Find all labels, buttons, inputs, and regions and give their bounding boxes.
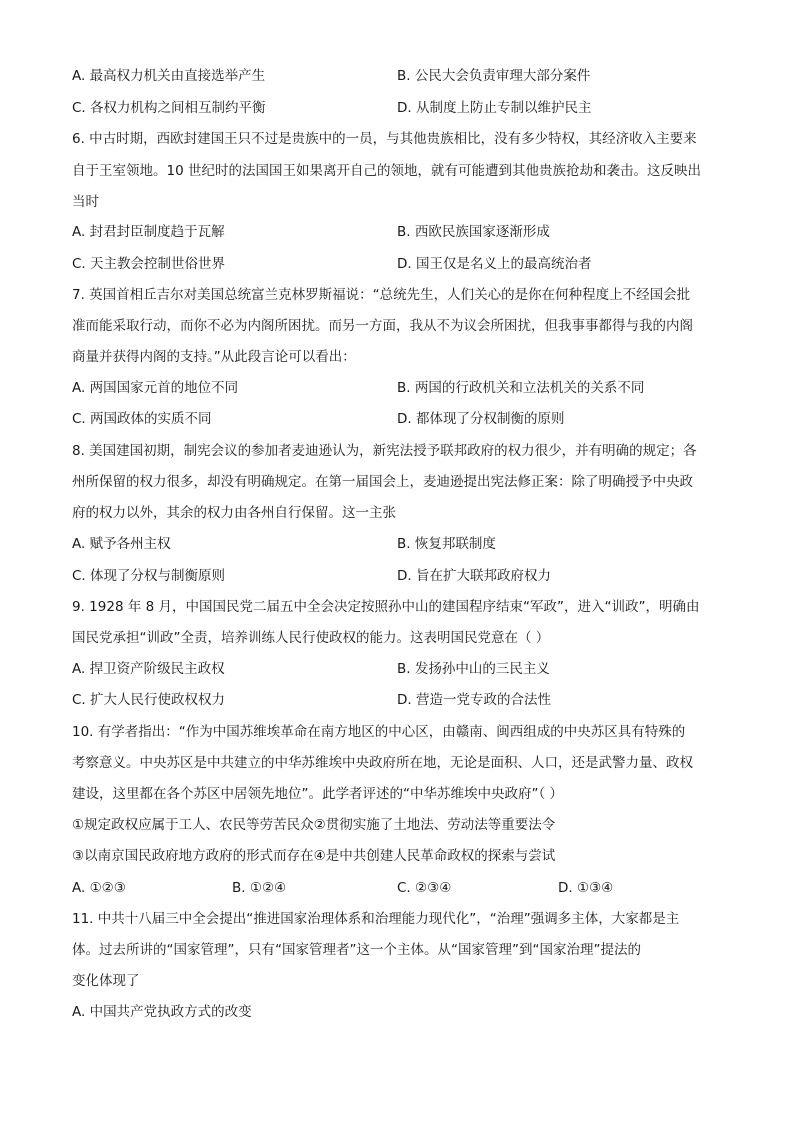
q6-option-b[interactable]: B. 西欧民族国家逐渐形成	[397, 224, 550, 240]
q8-stem-line: 府的权力以外，其余的权力由各州自行保留。这一主张	[72, 505, 396, 521]
q6-option-c[interactable]: C. 天主教会控制世俗世界	[72, 256, 226, 272]
q7-option-a[interactable]: A. 两国国家元首的地位不同	[72, 380, 239, 396]
q10-option-b[interactable]: B. ①②④	[232, 880, 287, 896]
q10-option-a[interactable]: A. ①②③	[72, 880, 126, 896]
q7-stem-line: 7. 英国首相丘吉尔对美国总统富兰克林罗斯福说：“总统先生，人们关心的是你在何种程度上不经国会批	[72, 287, 691, 303]
q10-stem-line: 10. 有学者指出：“作为中国苏维埃革命在南方地区的中心区，由赣南、闽西组成的中央苏区具有特殊的	[72, 724, 686, 740]
q10-stem-line: 建设，这里都在各个苏区中居领先地位”。此学者评述的“中华苏维埃中央政府”（ ）	[72, 786, 564, 802]
q7-option-b[interactable]: B. 两国的行政机关和立法机关的关系不同	[397, 380, 645, 396]
q10-option-c[interactable]: C. ②③④	[397, 880, 452, 896]
q9-option-d[interactable]: D. 营造一党专政的合法性	[397, 692, 551, 708]
q8-option-a[interactable]: A. 赋予各州主权	[72, 536, 171, 552]
q5-option-a[interactable]: A. 最高权力机关由直接选举产生	[72, 68, 266, 84]
q6-stem-line: 自于王室领地。10 世纪时的法国国王如果离开自己的领地，就有可能遭到其他贵族抢劫和袭击。这反映出	[72, 163, 701, 179]
q10-option-d[interactable]: D. ①③④	[558, 880, 614, 896]
q9-option-b[interactable]: B. 发扬孙中山的三民主义	[397, 661, 550, 677]
q6-stem-line: 当时	[72, 194, 99, 210]
q11-stem-line: 变化体现了	[72, 973, 140, 989]
q8-stem-line: 8. 美国建国初期，制宪会议的参加者麦迪逊认为，新宪法授予联邦政府的权力很少，并有明确的规定；各	[72, 443, 697, 459]
q9-stem-line: 9. 1928 年 8 月，中国国民党二届五中全会决定按照孙中山的建国程序结束“军政”，进入“训政”，明确由	[72, 599, 700, 615]
q10-stem-line: 考察意义。中央苏区是中共建立的中华苏维埃中央政府所在地，无论是面积、人口，还是武警力量、政权	[72, 755, 693, 771]
q5-option-d[interactable]: D. 从制度上防止专制以维护民主	[397, 100, 592, 116]
q6-option-d[interactable]: D. 国王仅是名义上的最高统治者	[397, 256, 592, 272]
q5-option-c[interactable]: C. 各权力机构之间相互制约平衡	[72, 100, 266, 116]
q6-option-a[interactable]: A. 封君封臣制度趋于瓦解	[72, 224, 225, 240]
q9-option-a[interactable]: A. 捍卫资产阶级民主政权	[72, 661, 225, 677]
q7-stem-line: 准而能采取行动，而你不必为内阁所困扰。而另一方面，我从不为议会所困扰，但我事事都得与我的内阁	[72, 318, 693, 334]
q11-stem-line: 11. 中共十八届三中全会提出“推进国家治理体系和治理能力现代化”，“治理”强调多主体，大家都是主	[72, 911, 680, 927]
q11-option-a[interactable]: A. 中国共产党执政方式的改变	[72, 1004, 252, 1020]
q9-option-c[interactable]: C. 扩大人民行使政权权力	[72, 692, 226, 708]
q10-statement-line: ①规定政权应属于工人、农民等劳苦民众②贯彻实施了土地法、劳动法等重要法令	[72, 817, 556, 833]
q11-stem-line: 体。过去所讲的“国家管理”，只有“国家管理者”这一个主体。从“国家管理”到“国家治理”提法的	[72, 942, 641, 958]
q6-stem-line: 6. 中古时期，西欧封建国王只不过是贵族中的一员，与其他贵族相比，没有多少特权，其经济收入主要来	[72, 131, 697, 147]
q8-option-b[interactable]: B. 恢复邦联制度	[397, 536, 496, 552]
q8-stem-line: 州所保留的权力很多，却没有明确规定。在第一届国会上，麦迪逊提出宪法修正案：除了明确授予中央政	[72, 474, 693, 490]
q7-option-c[interactable]: C. 两国政体的实质不同	[72, 411, 212, 427]
q7-stem-line: 商量并获得内阁的支持。”从此段言论可以看出：	[72, 349, 356, 365]
q8-option-c[interactable]: C. 体现了分权与制衡原则	[72, 568, 226, 584]
q8-option-d[interactable]: D. 旨在扩大联邦政府权力	[397, 568, 551, 584]
q9-stem-line: 国民党承担“训政”全责，培养训练人民行使政权的能力。这表明国民党意在（ ）	[72, 630, 550, 646]
q10-statement-line: ③以南京国民政府地方政府的形式而存在④是中共创建人民革命政权的探索与尝试	[72, 848, 556, 864]
q5-option-b[interactable]: B. 公民大会负责审理大部分案件	[397, 68, 591, 84]
q7-option-d[interactable]: D. 都体现了分权制衡的原则	[397, 411, 565, 427]
